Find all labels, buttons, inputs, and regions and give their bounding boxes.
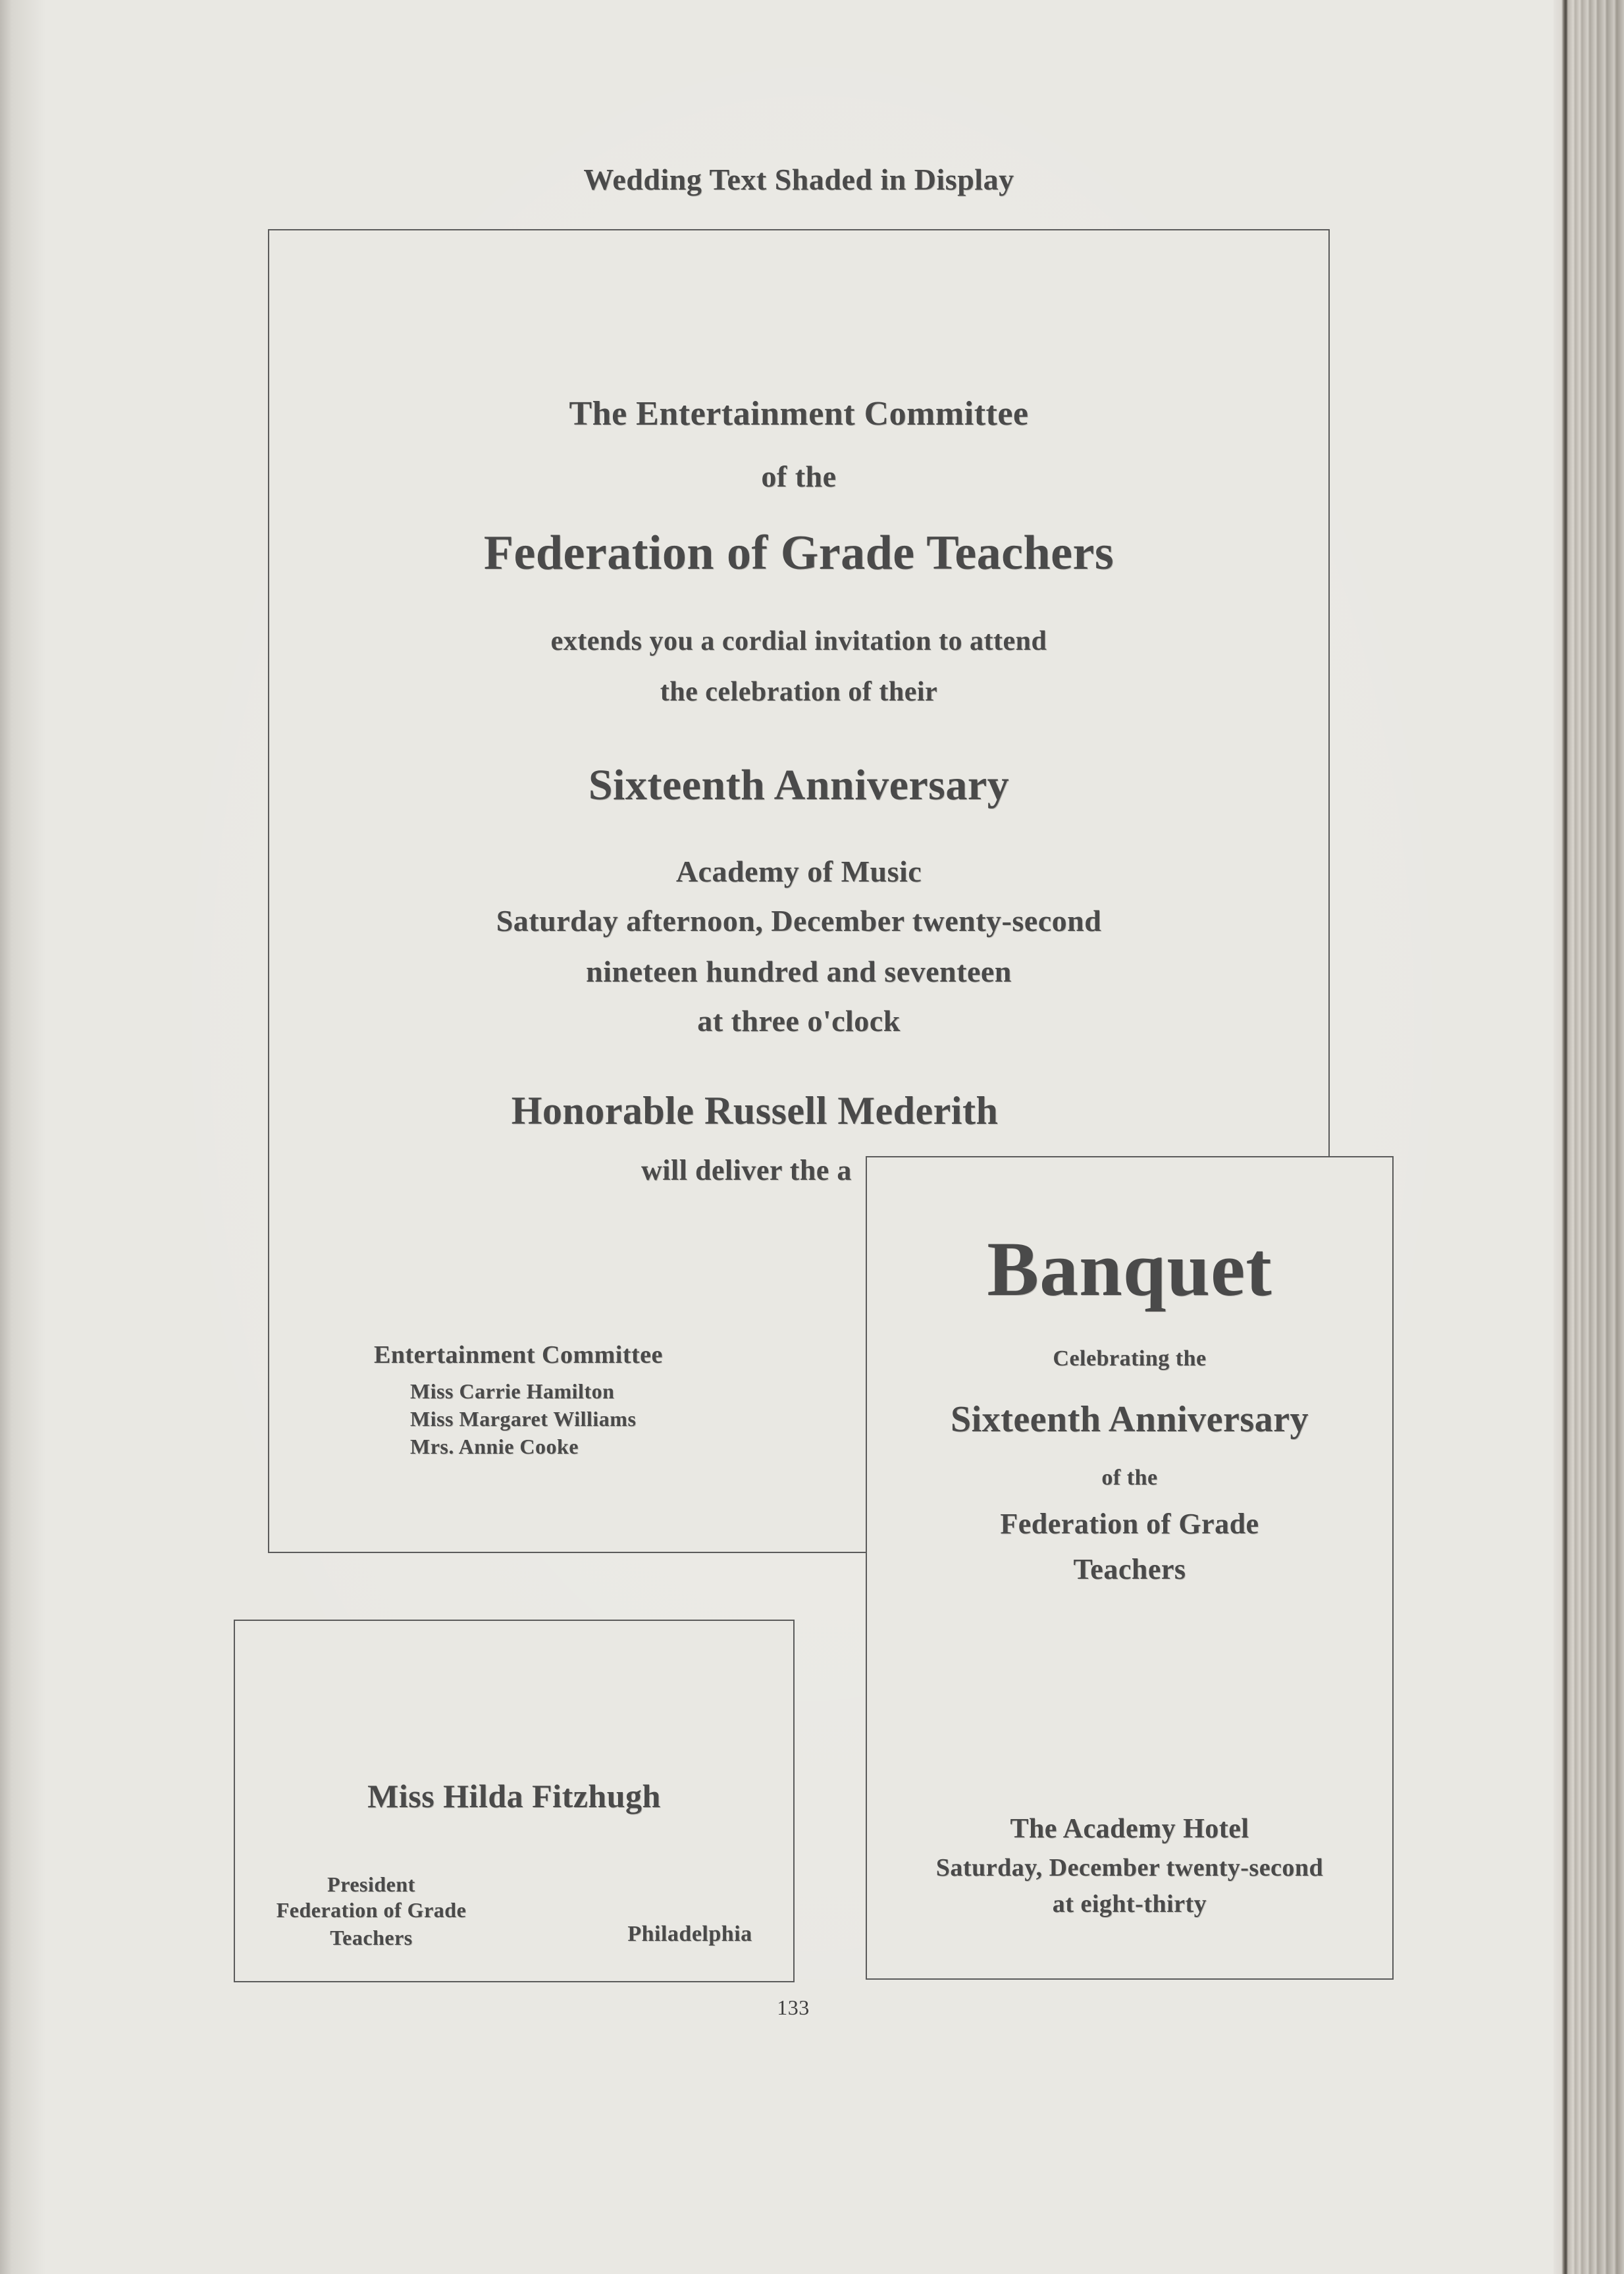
book-page-edges xyxy=(1554,0,1624,2274)
banquet-title: Banquet xyxy=(987,1226,1272,1312)
committee-member: Miss Margaret Williams xyxy=(410,1407,637,1431)
banquet-organization-line: Federation of Grade xyxy=(1000,1508,1259,1540)
invitation-line-committee: The Entertainment Committee xyxy=(569,395,1029,433)
banquet-occasion: Sixteenth Anniversary xyxy=(950,1399,1309,1440)
card-city: Philadelphia xyxy=(627,1922,752,1946)
banquet-line-of-the: of the xyxy=(1101,1466,1158,1490)
page-number: 133 xyxy=(777,1996,810,2019)
card-title-line: President xyxy=(327,1872,415,1896)
card-title-line: Teachers xyxy=(330,1926,413,1949)
banquet-venue: The Academy Hotel xyxy=(1010,1814,1249,1844)
invitation-organization: Federation of Grade Teachers xyxy=(483,526,1114,580)
invitation-line-extends: extends you a cordial invitation to attend xyxy=(550,626,1047,656)
card-name: Miss Hilda Fitzhugh xyxy=(367,1778,661,1814)
banquet-date: Saturday, December twenty-second xyxy=(935,1854,1324,1882)
invitation-speaker-note: will deliver the a xyxy=(641,1154,852,1186)
invitation-year: nineteen hundred and seventeen xyxy=(586,955,1012,988)
page-header-title: Wedding Text Shaded in Display xyxy=(583,163,1014,196)
banquet-organization-line: Teachers xyxy=(1073,1553,1186,1585)
invitation-date: Saturday afternoon, December twenty-second xyxy=(496,904,1102,938)
committee-member: Miss Carrie Hamilton xyxy=(410,1379,615,1403)
banquet-line-celebrating: Celebrating the xyxy=(1053,1346,1207,1371)
invitation-line-of-the: of the xyxy=(761,460,837,493)
invitation-venue: Academy of Music xyxy=(675,855,922,888)
card-title-line: Federation of Grade xyxy=(276,1898,467,1922)
committee-heading: Entertainment Committee xyxy=(374,1341,663,1369)
invitation-time: at three o'clock xyxy=(697,1004,901,1038)
banquet-time: at eight-thirty xyxy=(1052,1890,1207,1918)
committee-member: Mrs. Annie Cooke xyxy=(410,1435,579,1458)
invitation-line-celebration: the celebration of their xyxy=(660,677,938,707)
invitation-speaker: Honorable Russell Mederith xyxy=(511,1089,999,1132)
invitation-occasion: Sixteenth Anniversary xyxy=(588,761,1010,809)
page-gutter-shadow xyxy=(0,0,46,2274)
